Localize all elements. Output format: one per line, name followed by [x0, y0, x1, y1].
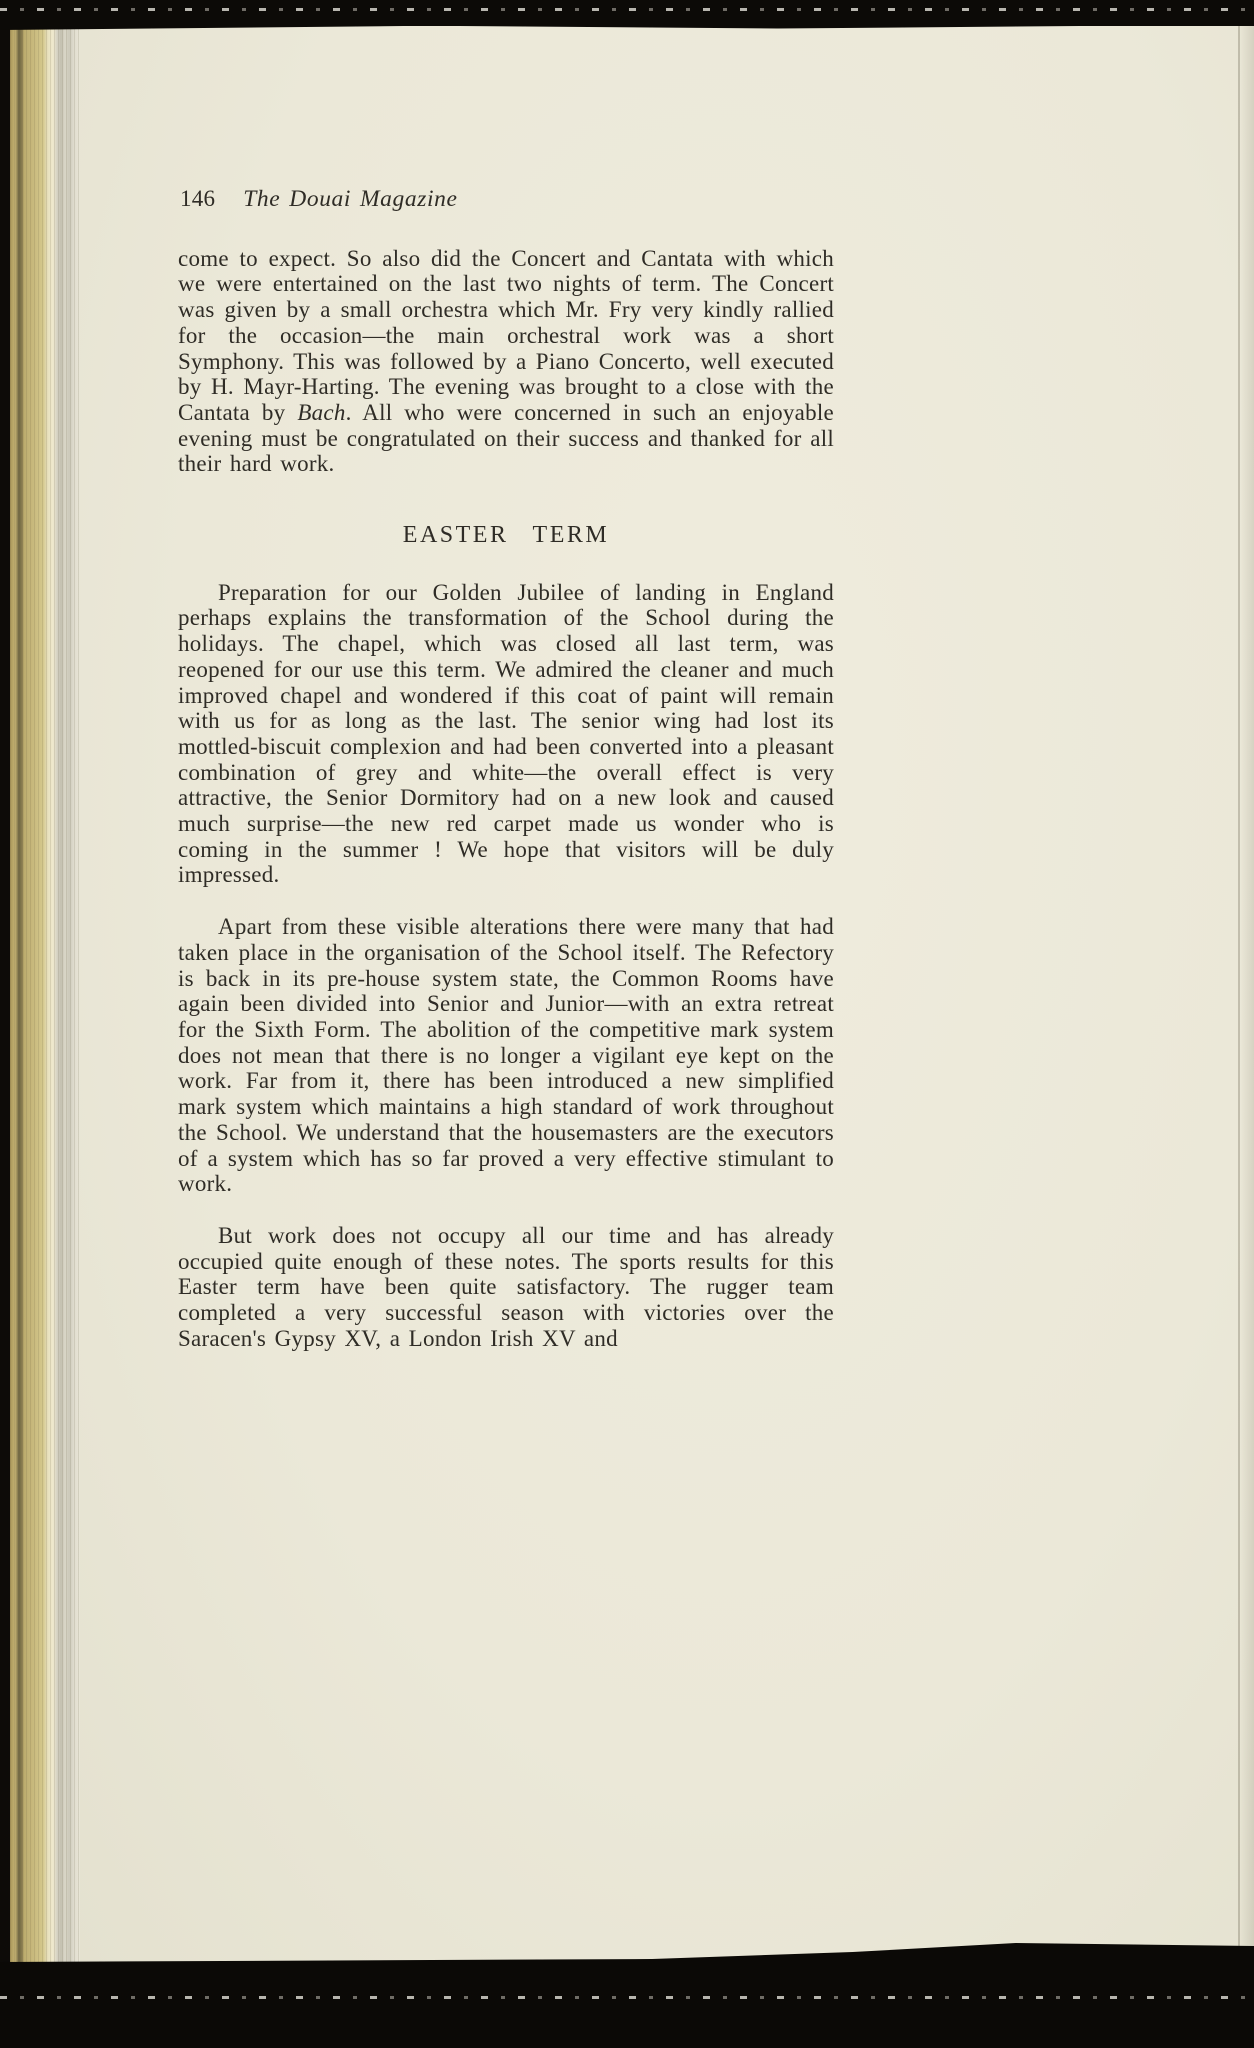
body-paragraph-1: [178, 246, 834, 477]
paragraph-1-post: . All who were concerned in such an enjoyable evening must be congratulated on their success and thanked for all their hard work.: [178, 399, 834, 477]
cover-bottom-stitching: [0, 1996, 1254, 1999]
page-number: 146: [180, 186, 216, 211]
page-edge-right: [1238, 26, 1240, 1964]
paragraph-1-italic-bach: Bach: [297, 399, 346, 425]
page: [80, 26, 1254, 1964]
body-paragraph-4: But work does not occupy all our time and has already occupied quite enough of these notes. The sports results for this Easter term have been quite satisfactory. The rugger team completed a very successful season with victories over the Saracen's Gypsy XV, a London Irish XV and: [178, 1222, 834, 1351]
page-edge-stack: [10, 26, 80, 1964]
book-cover-top: [0, 0, 1254, 30]
page-right-shading: [1240, 26, 1254, 1964]
cover-top-stitching: [0, 8, 1254, 11]
body-paragraph-3: Apart from these visible alterations there were many that had taken place in the organisation of the School itself. The Refectory is back in its pre-house system state, the Common Rooms have again been divided into Senior and Junior—with an extra retreat for the Sixth Form. The abolition of the competitive mark system does not mean that there is no longer a vigilant eye kept on the work. Far from it, there has been introduced a new simplified mark system which maintains a high standard of work throughout the School. We understand that the housemasters are the executors of a system which has so far proved a very effective stimulant to work.: [178, 914, 834, 1197]
body-paragraph-2: Preparation for our Golden Jubilee of landing in England perhaps explains the transformation of the School during the holidays. The chapel, which was closed all last term, was reopened for our use this term. We admired the cleaner and much improved chapel and wondered if this coat of paint will remain with us for as long as the last. The senior wing had lost its mottled-biscuit complexion and had been converted into a pleasant combination of grey and white—the overall effect is very attractive, the Senior Dormitory had on a new look and caused much surprise—the new red carpet made us wonder who is coming in the summer ! We hope that visitors will be duly impressed.: [178, 579, 834, 888]
text-column: [178, 186, 834, 1351]
section-heading-easter-term: EASTER TERM: [402, 522, 610, 549]
paragraph-1-pre: come to expect. So also did the Concert and Cantata with which we were entertained on the last two nights of term. The Concert was given by a small orchestra which Mr. Fry very kindly rallied for the occasion—the main orchestral work was a short Symphony. This was followed by a Piano Concerto, well executed by H. Mayr-Harting. The evening was brought to a close with the Cantata by: [178, 245, 834, 425]
running-title: The Douai Magazine: [243, 186, 458, 212]
running-head: [180, 186, 834, 213]
